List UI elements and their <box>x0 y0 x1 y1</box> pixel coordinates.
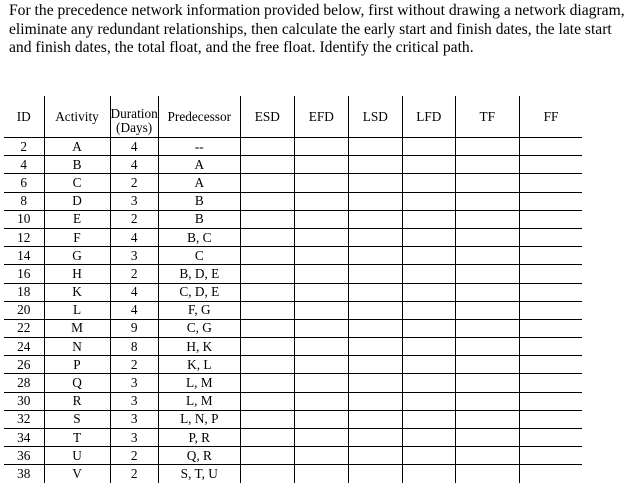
cell-id: 10 <box>4 210 44 228</box>
cell-predecessor: -- <box>158 138 240 156</box>
cell-lsd[interactable] <box>348 228 402 246</box>
header-activity-label: Activity <box>55 108 99 124</box>
header-row <box>4 96 582 138</box>
cell-esd[interactable] <box>240 447 294 465</box>
cell-ff[interactable] <box>519 410 582 428</box>
cell-predecessor: C, D, E <box>158 283 240 301</box>
cell-duration: 4 <box>110 156 158 174</box>
cell-tf[interactable] <box>455 228 519 246</box>
table-row <box>4 338 582 356</box>
cell-duration: 4 <box>110 301 158 319</box>
header-predecessor-label: Predecessor <box>167 108 232 124</box>
cell-lsd[interactable] <box>348 465 402 483</box>
cell-activity: K <box>44 283 110 301</box>
cell-predecessor: C, G <box>158 319 240 337</box>
cell-predecessor: B, C <box>158 228 240 246</box>
header-lfd-label: LFD <box>416 108 442 124</box>
cell-esd[interactable] <box>240 356 294 374</box>
cell-efd[interactable] <box>294 392 348 410</box>
table-row <box>4 138 582 156</box>
cell-id: 36 <box>4 447 44 465</box>
cell-efd[interactable] <box>294 319 348 337</box>
cell-lsd[interactable] <box>348 192 402 210</box>
cell-predecessor: Q, R <box>158 447 240 465</box>
header-duration-line1: Duration <box>110 106 158 121</box>
header-tf <box>455 96 519 138</box>
table-row <box>4 374 582 392</box>
table-row <box>4 356 582 374</box>
cell-duration: 9 <box>110 319 158 337</box>
header-id-label: ID <box>16 108 31 124</box>
table-row <box>4 410 582 428</box>
cell-predecessor: L, N, P <box>158 410 240 428</box>
cell-efd[interactable] <box>294 265 348 283</box>
cell-efd[interactable] <box>294 410 348 428</box>
cell-predecessor: A <box>158 156 240 174</box>
cell-activity: V <box>44 465 110 483</box>
cell-id: 2 <box>4 138 44 156</box>
cell-activity: E <box>44 210 110 228</box>
table-row <box>4 301 582 319</box>
cell-esd[interactable] <box>240 228 294 246</box>
cell-lsd[interactable] <box>348 138 402 156</box>
cell-tf[interactable] <box>455 138 519 156</box>
cell-lfd[interactable] <box>402 228 455 246</box>
cell-efd[interactable] <box>294 210 348 228</box>
cell-tf[interactable] <box>455 447 519 465</box>
cell-predecessor: F, G <box>158 301 240 319</box>
header-duration <box>110 96 158 138</box>
header-esd-label: ESD <box>254 108 280 124</box>
cell-id: 18 <box>4 283 44 301</box>
cell-efd[interactable] <box>294 429 348 447</box>
cell-lfd[interactable] <box>402 392 455 410</box>
table-row <box>4 429 582 447</box>
cell-duration: 2 <box>110 447 158 465</box>
cell-tf[interactable] <box>455 174 519 192</box>
cell-activity: C <box>44 174 110 192</box>
cell-esd[interactable] <box>240 319 294 337</box>
cell-id: 20 <box>4 301 44 319</box>
cell-efd[interactable] <box>294 465 348 483</box>
table-row <box>4 319 582 337</box>
cell-esd[interactable] <box>240 210 294 228</box>
header-lfd <box>402 96 455 138</box>
cell-predecessor: B <box>158 210 240 228</box>
cell-lfd[interactable] <box>402 465 455 483</box>
cell-id: 8 <box>4 192 44 210</box>
cell-esd[interactable] <box>240 247 294 265</box>
cell-ff[interactable] <box>519 465 582 483</box>
table-row <box>4 465 582 483</box>
cell-lsd[interactable] <box>348 374 402 392</box>
cell-lfd[interactable] <box>402 138 455 156</box>
cell-tf[interactable] <box>455 410 519 428</box>
cell-duration: 3 <box>110 410 158 428</box>
header-duration-line2: (Days) <box>116 120 153 135</box>
table-row <box>4 228 582 246</box>
cell-esd[interactable] <box>240 374 294 392</box>
cell-esd[interactable] <box>240 410 294 428</box>
cell-ff[interactable] <box>519 338 582 356</box>
cell-efd[interactable] <box>294 301 348 319</box>
table-row <box>4 174 582 192</box>
cell-esd[interactable] <box>240 138 294 156</box>
cell-id: 22 <box>4 319 44 337</box>
cell-ff[interactable] <box>519 374 582 392</box>
cell-ff[interactable] <box>519 301 582 319</box>
cell-lfd[interactable] <box>402 247 455 265</box>
cell-predecessor: K, L <box>158 356 240 374</box>
cell-id: 34 <box>4 429 44 447</box>
cell-activity: F <box>44 228 110 246</box>
cell-duration: 4 <box>110 138 158 156</box>
cell-predecessor: B <box>158 192 240 210</box>
table-row <box>4 247 582 265</box>
cell-predecessor: P, R <box>158 429 240 447</box>
cell-duration: 2 <box>110 210 158 228</box>
cell-lfd[interactable] <box>402 283 455 301</box>
cell-efd[interactable] <box>294 247 348 265</box>
cell-lfd[interactable] <box>402 447 455 465</box>
header-ff <box>519 96 582 138</box>
cell-tf[interactable] <box>455 192 519 210</box>
cell-id: 6 <box>4 174 44 192</box>
problem-statement: For the precedence network information provided below, first without drawing a network diagram, eliminate any redundant relationships, then calculate the early start and finish dates, the late start and finish dates, the total float, and the free float. Identify the critical path. <box>9 2 625 56</box>
cell-activity: B <box>44 156 110 174</box>
header-id <box>4 96 44 138</box>
cell-predecessor: L, M <box>158 374 240 392</box>
cell-duration: 8 <box>110 338 158 356</box>
cell-tf[interactable] <box>455 283 519 301</box>
cell-tf[interactable] <box>455 429 519 447</box>
cell-lsd[interactable] <box>348 283 402 301</box>
header-ff-label: FF <box>543 108 559 124</box>
cell-ff[interactable] <box>519 156 582 174</box>
cell-lfd[interactable] <box>402 356 455 374</box>
cell-tf[interactable] <box>455 356 519 374</box>
table-row <box>4 210 582 228</box>
cell-efd[interactable] <box>294 374 348 392</box>
cell-ff[interactable] <box>519 210 582 228</box>
cell-esd[interactable] <box>240 156 294 174</box>
cell-tf[interactable] <box>455 338 519 356</box>
cell-ff[interactable] <box>519 283 582 301</box>
cell-esd[interactable] <box>240 465 294 483</box>
cell-duration: 3 <box>110 247 158 265</box>
cell-lfd[interactable] <box>402 156 455 174</box>
cell-lsd[interactable] <box>348 301 402 319</box>
cell-lsd[interactable] <box>348 338 402 356</box>
cell-lfd[interactable] <box>402 319 455 337</box>
header-efd <box>294 96 348 138</box>
cell-esd[interactable] <box>240 174 294 192</box>
cell-activity: A <box>44 138 110 156</box>
cell-duration: 3 <box>110 392 158 410</box>
cell-efd[interactable] <box>294 356 348 374</box>
cell-activity: R <box>44 392 110 410</box>
cell-efd[interactable] <box>294 447 348 465</box>
cell-tf[interactable] <box>455 265 519 283</box>
cell-id: 38 <box>4 465 44 483</box>
precedence-table <box>4 96 582 483</box>
header-esd <box>240 96 294 138</box>
cell-duration: 4 <box>110 228 158 246</box>
cell-lfd[interactable] <box>402 410 455 428</box>
cell-tf[interactable] <box>455 301 519 319</box>
cell-tf[interactable] <box>455 319 519 337</box>
cell-id: 30 <box>4 392 44 410</box>
cell-lsd[interactable] <box>348 210 402 228</box>
cell-esd[interactable] <box>240 283 294 301</box>
cell-ff[interactable] <box>519 265 582 283</box>
cell-activity: P <box>44 356 110 374</box>
cell-efd[interactable] <box>294 283 348 301</box>
cell-ff[interactable] <box>519 447 582 465</box>
cell-lsd[interactable] <box>348 319 402 337</box>
cell-id: 12 <box>4 228 44 246</box>
cell-id: 14 <box>4 247 44 265</box>
cell-tf[interactable] <box>455 374 519 392</box>
cell-lfd[interactable] <box>402 265 455 283</box>
cell-duration: 2 <box>110 465 158 483</box>
cell-efd[interactable] <box>294 156 348 174</box>
cell-lsd[interactable] <box>348 356 402 374</box>
cell-tf[interactable] <box>455 247 519 265</box>
cell-id: 32 <box>4 410 44 428</box>
cell-id: 26 <box>4 356 44 374</box>
cell-lfd[interactable] <box>402 429 455 447</box>
cell-lsd[interactable] <box>348 429 402 447</box>
cell-activity: L <box>44 301 110 319</box>
header-lsd <box>348 96 402 138</box>
cell-lfd[interactable] <box>402 192 455 210</box>
table-row <box>4 447 582 465</box>
cell-lfd[interactable] <box>402 174 455 192</box>
cell-esd[interactable] <box>240 301 294 319</box>
cell-lfd[interactable] <box>402 338 455 356</box>
cell-esd[interactable] <box>240 265 294 283</box>
table-row <box>4 265 582 283</box>
cell-tf[interactable] <box>455 156 519 174</box>
cell-tf[interactable] <box>455 392 519 410</box>
cell-efd[interactable] <box>294 228 348 246</box>
cell-duration: 3 <box>110 192 158 210</box>
cell-predecessor: A <box>158 174 240 192</box>
table-row <box>4 156 582 174</box>
cell-ff[interactable] <box>519 174 582 192</box>
cell-ff[interactable] <box>519 356 582 374</box>
cell-lfd[interactable] <box>402 374 455 392</box>
cell-duration: 2 <box>110 265 158 283</box>
cell-esd[interactable] <box>240 429 294 447</box>
table-row <box>4 283 582 301</box>
cell-predecessor: B, D, E <box>158 265 240 283</box>
cell-activity: N <box>44 338 110 356</box>
cell-predecessor: C <box>158 247 240 265</box>
cell-activity: G <box>44 247 110 265</box>
cell-activity: T <box>44 429 110 447</box>
cell-predecessor: H, K <box>158 338 240 356</box>
cell-id: 28 <box>4 374 44 392</box>
cell-duration: 2 <box>110 174 158 192</box>
cell-activity: Q <box>44 374 110 392</box>
cell-efd[interactable] <box>294 138 348 156</box>
cell-duration: 2 <box>110 356 158 374</box>
cell-predecessor: L, M <box>158 392 240 410</box>
cell-esd[interactable] <box>240 338 294 356</box>
cell-duration: 3 <box>110 374 158 392</box>
cell-esd[interactable] <box>240 392 294 410</box>
cell-lfd[interactable] <box>402 210 455 228</box>
cell-tf[interactable] <box>455 210 519 228</box>
cell-esd[interactable] <box>240 192 294 210</box>
cell-ff[interactable] <box>519 192 582 210</box>
cell-ff[interactable] <box>519 392 582 410</box>
cell-ff[interactable] <box>519 319 582 337</box>
cell-lsd[interactable] <box>348 410 402 428</box>
cell-efd[interactable] <box>294 174 348 192</box>
header-lsd-label: LSD <box>362 108 388 124</box>
cell-activity: M <box>44 319 110 337</box>
cell-activity: U <box>44 447 110 465</box>
cell-lsd[interactable] <box>348 447 402 465</box>
table-row <box>4 392 582 410</box>
cell-lsd[interactable] <box>348 265 402 283</box>
cell-lfd[interactable] <box>402 301 455 319</box>
cell-activity: H <box>44 265 110 283</box>
cell-activity: S <box>44 410 110 428</box>
cell-id: 16 <box>4 265 44 283</box>
cell-efd[interactable] <box>294 338 348 356</box>
header-tf-label: TF <box>479 108 496 124</box>
table-row <box>4 192 582 210</box>
cell-predecessor: S, T, U <box>158 465 240 483</box>
cell-lsd[interactable] <box>348 156 402 174</box>
cell-ff[interactable] <box>519 429 582 447</box>
cell-tf[interactable] <box>455 465 519 483</box>
header-predecessor <box>158 96 240 138</box>
cell-efd[interactable] <box>294 192 348 210</box>
cell-ff[interactable] <box>519 138 582 156</box>
cell-lsd[interactable] <box>348 174 402 192</box>
cell-id: 4 <box>4 156 44 174</box>
cell-id: 24 <box>4 338 44 356</box>
header-activity <box>44 96 110 138</box>
cell-ff[interactable] <box>519 228 582 246</box>
cell-lsd[interactable] <box>348 247 402 265</box>
header-efd-label: EFD <box>308 108 334 124</box>
cell-lsd[interactable] <box>348 392 402 410</box>
cell-ff[interactable] <box>519 247 582 265</box>
cell-duration: 4 <box>110 283 158 301</box>
cell-duration: 3 <box>110 429 158 447</box>
cell-activity: D <box>44 192 110 210</box>
